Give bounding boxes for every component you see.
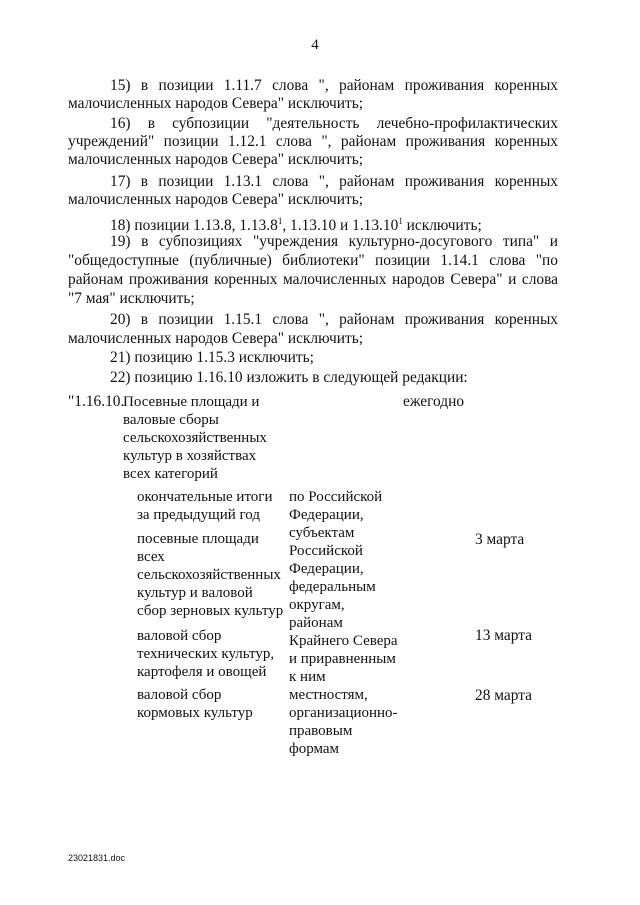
row-label-line: технических культур, — [137, 646, 275, 662]
title-line: всех категорий — [123, 466, 218, 482]
breakdown-line: организационно- — [289, 705, 398, 721]
item-22-line: 22) позицию 1.16.10 изложить в следующей редакции: — [110, 369, 468, 386]
row-label-line: кормовых культур — [137, 705, 253, 721]
breakdown-line: Федерации, — [289, 507, 364, 523]
item-19-line-4: "7 мая" исключить; — [68, 290, 195, 307]
item-18-text-c: исключить; — [402, 217, 482, 235]
row-label-line: посевные площади — [137, 531, 259, 547]
table-row-3-date: 13 марта — [475, 627, 532, 644]
breakdown-line: к ним — [289, 669, 326, 685]
breakdown-line: по Российской — [289, 489, 383, 505]
title-line: Посевные площади и — [123, 394, 260, 410]
table-breakdown-column — [289, 488, 409, 758]
row-label-line: картофеля и овощей — [137, 664, 267, 680]
breakdown-line: формам — [289, 741, 340, 757]
breakdown-line: Федерации, — [289, 561, 364, 577]
breakdown-line: Крайнего Севера — [289, 633, 398, 649]
breakdown-line: и приравненным — [289, 651, 396, 667]
table-row-2-date: 3 марта — [475, 531, 525, 548]
item-16-line-2: учреждений" позиции 1.12.1 слова ", районам проживания коренных — [68, 133, 558, 150]
item-18-line — [110, 212, 482, 235]
table-row-4-date: 28 марта — [475, 687, 532, 704]
breakdown-line: правовым — [289, 723, 353, 739]
item-18-superscript-2: 1 — [398, 216, 403, 226]
table-row-3-label — [137, 627, 287, 681]
item-18-superscript-1: 1 — [277, 216, 283, 226]
breakdown-line: субъектам — [289, 525, 355, 541]
row-label-line: сельскохозяйственных — [137, 567, 281, 583]
row-label-line: за предыдущий год — [137, 507, 260, 523]
table-row-2-label — [137, 530, 287, 620]
title-line: валовые сборы — [123, 412, 219, 428]
table-position-code: "1.16.10. — [68, 393, 125, 410]
item-16-line-3: малочисленных народов Севера" исключить; — [68, 151, 363, 168]
row-label-line: культур и валовой — [137, 585, 253, 601]
table-periodicity: ежегодно — [403, 393, 465, 410]
item-17-line-2: малочисленных народов Севера" исключить; — [68, 191, 363, 208]
breakdown-line: местностям, — [289, 687, 368, 703]
row-label-line: валовой сбор — [137, 687, 222, 703]
breakdown-line: районам — [289, 615, 343, 631]
item-19-line-2: "общедоступные (публичные) библиотеки" позиции 1.14.1 слова "по — [68, 252, 558, 269]
item-15-line-2: малочисленных народов Севера" исключить; — [68, 95, 363, 112]
row-label-line: всех — [137, 549, 165, 565]
breakdown-line: федеральным — [289, 579, 376, 595]
row-label-line: сбор зерновых культур — [137, 603, 284, 619]
item-19-line-1: 19) в субпозициях "учреждения культурно-досугового типа" и — [110, 233, 558, 250]
table-row-1-label — [137, 488, 287, 524]
page-number: 4 — [311, 37, 319, 53]
breakdown-line: округам, — [289, 597, 345, 613]
footer-filename: 23021831.doc — [68, 853, 126, 863]
item-21-line: 21) позицию 1.15.3 исключить; — [110, 349, 314, 366]
item-15-line-1: 15) в позиции 1.11.7 слова ", районам проживания коренных — [110, 77, 558, 94]
item-20-line-1: 20) в позиции 1.15.1 слова ", районам проживания коренных — [110, 311, 558, 328]
table-row-4-label — [137, 686, 287, 722]
item-18-text-a: 18) позиции 1.13.8, 1.13.8 — [110, 217, 278, 235]
row-label-line: окончательные итоги — [137, 489, 273, 505]
title-line: культур в хозяйствах — [123, 448, 257, 464]
title-line: сельскохозяйственных — [123, 430, 267, 446]
item-16-line-1: 16) в субпозиции "деятельность лечебно-профилактических — [110, 115, 558, 132]
row-label-line: валовой сбор — [137, 628, 222, 644]
item-20-line-2: малочисленных народов Севера" исключить; — [68, 330, 363, 347]
item-18-text-b: , 1.13.10 и 1.13.10 — [282, 217, 399, 235]
breakdown-line: Российской — [289, 543, 363, 559]
table-indicator-title — [123, 393, 288, 483]
item-17-line-1: 17) в позиции 1.13.1 слова ", районам проживания коренных — [110, 173, 558, 190]
item-19-line-3: районам проживания коренных малочисленных народов Севера" и слова — [68, 271, 558, 288]
